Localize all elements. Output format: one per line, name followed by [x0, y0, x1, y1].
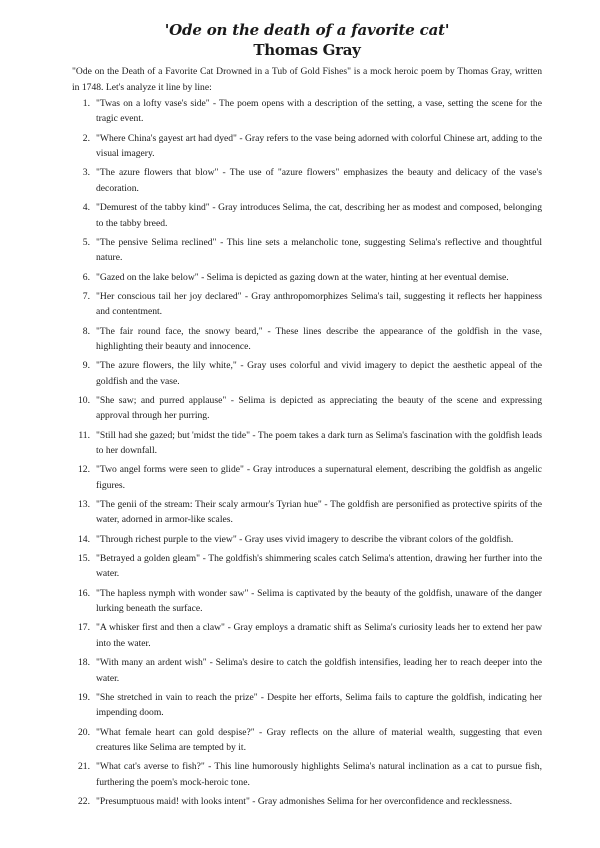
- intro-paragraph: "Ode on the Death of a Favorite Cat Drowned in a Tub of Gold Fishes" is a mock heroic poem by Thomas Gray, written in 1748. Let's analyze it line by line:: [72, 66, 542, 93]
- analysis-list: [72, 96, 542, 809]
- list-item: [72, 655, 542, 686]
- list-item: [72, 289, 542, 320]
- list-item-text: "Still had she gazed; but 'midst the tide" - The poem takes a dark turn as Selima's fascination with the goldfish leads to her downfall.: [96, 429, 542, 457]
- list-item: [72, 270, 542, 285]
- list-item: [72, 200, 542, 231]
- list-item-number: 13.: [78, 499, 90, 511]
- list-item-number: 5.: [82, 236, 90, 248]
- list-item-number: 3.: [82, 167, 90, 179]
- list-item: [72, 393, 542, 424]
- list-item: [72, 586, 542, 617]
- list-item-number: 16.: [78, 587, 90, 599]
- list-item-text: "Her conscious tail her joy declared" - Gray anthropomorphizes Selima's tail, suggesting it reflects her happiness and contentment.: [96, 290, 542, 318]
- list-item-number: 18.: [78, 657, 90, 669]
- list-item-number: 9.: [82, 360, 90, 372]
- list-item-number: 11.: [78, 429, 90, 441]
- list-item-number: 14.: [78, 533, 90, 545]
- list-item-number: 4.: [82, 202, 90, 214]
- list-item-text: "Twas on a lofty vase's side" - The poem opens with a description of the setting, a vase, setting the scene for the tragic event.: [96, 98, 542, 125]
- list-item-number: 22.: [78, 795, 90, 807]
- list-item: [72, 690, 542, 721]
- list-item-text: "A whisker first and then a claw" - Gray employs a dramatic shift as Selima's curiosity leads her to extend her paw into the water.: [96, 622, 542, 649]
- list-item-number: 8.: [82, 325, 90, 337]
- list-item: [72, 235, 542, 266]
- list-item-text: "The hapless nymph with wonder saw" - Selima is captivated by the beauty of the goldfish, unaware of the danger lurking beneath the surface.: [96, 587, 542, 615]
- list-item-text: "The azure flowers, the lily white," - Gray uses colorful and vivid imagery to depict the aesthetic appeal of the goldfish and the vase.: [96, 360, 542, 387]
- list-item-text: "Presumptuous maid! with looks intent" - Gray admonishes Selima for her overconfidence and recklessness.: [96, 795, 513, 807]
- list-item: [72, 462, 542, 493]
- list-item-number: 15.: [78, 553, 90, 565]
- list-item-text: "Two angel forms were seen to glide" - Gray introduces a supernatural element, describing the goldfish as angelic figures.: [96, 464, 542, 491]
- list-item: [72, 131, 542, 162]
- list-item-number: 21.: [78, 761, 90, 773]
- list-item-number: 20.: [78, 726, 90, 738]
- list-item-text: "What cat's averse to fish?" - This line humorously highlights Selima's natural inclination as a cat to pursue fish, furthering the poem's mock-heroic tone.: [96, 761, 542, 788]
- list-item-number: 1.: [82, 98, 90, 109]
- list-item: [72, 725, 542, 756]
- list-item: [72, 497, 542, 528]
- document-title: 'Ode on the death of a favorite cat': [164, 21, 450, 39]
- list-item-text: "She stretched in vain to reach the prize" - Despite her efforts, Selima fails to capture the goldfish, indicating her impending doom.: [96, 691, 542, 719]
- list-item-text: "What female heart can gold despise?" - Gray reflects on the allure of material wealth, suggesting that even creatures like Selima are tempted by it.: [96, 726, 542, 753]
- list-item: [72, 551, 542, 582]
- list-item: [72, 759, 542, 790]
- list-item-number: 7.: [82, 290, 90, 302]
- list-item-text: "Where China's gayest art had dyed" - Gray refers to the vase being adorned with colorful Chinese art, adding to the visual imagery.: [96, 132, 542, 160]
- document-author: Thomas Gray: [253, 41, 361, 59]
- list-item-number: 12.: [78, 464, 90, 476]
- list-item-number: 19.: [78, 691, 90, 703]
- list-item-text: "The azure flowers that blow" - The use of "azure flowers" emphasizes the beauty and delicacy of the vase's decoration.: [96, 167, 542, 194]
- list-item-text: "The pensive Selima reclined" - This line sets a melancholic tone, suggesting Selima's reflective and thoughtful nature.: [96, 236, 542, 264]
- list-item: [72, 794, 542, 809]
- list-item: [72, 620, 542, 651]
- list-item-number: 10.: [78, 394, 90, 406]
- list-item-text: "The genii of the stream: Their scaly armour's Tyrian hue" - The goldfish are personified as protective spirits of the water, adorned in armor-like scales.: [96, 499, 542, 526]
- list-item: [72, 428, 542, 459]
- list-item-text: "She saw; and purred applause" - Selima is depicted as appreciating the beauty of the scene and expressing approval through her purring.: [96, 394, 542, 422]
- list-item-text: "Through richest purple to the view" - Gray uses vivid imagery to describe the vibrant colors of the goldfish.: [96, 533, 514, 545]
- list-item-number: 6.: [82, 271, 90, 283]
- list-item-number: 2.: [82, 132, 90, 144]
- list-item-text: "Demurest of the tabby kind" - Gray introduces Selima, the cat, describing her as modest and composed, belonging to the tabby breed.: [96, 202, 542, 229]
- list-item: [72, 532, 542, 547]
- list-item-text: "With many an ardent wish" - Selima's desire to catch the goldfish intensifies, leading her to reach deeper into the water.: [96, 657, 542, 684]
- list-item-text: "Betrayed a golden gleam" - The goldfish's shimmering scales catch Selima's attention, drawing her further into the water.: [96, 553, 542, 580]
- list-item-number: 17.: [78, 622, 90, 634]
- list-item: [72, 324, 542, 355]
- list-item-text: "The fair round face, the snowy beard," - These lines describe the appearance of the goldfish in the vase, highlighting their beauty and innocence.: [96, 325, 542, 352]
- list-item: [72, 165, 542, 196]
- list-item-text: "Gazed on the lake below" - Selima is depicted as gazing down at the water, hinting at her eventual demise.: [96, 271, 509, 283]
- list-item: [72, 358, 542, 389]
- list-item: [72, 96, 542, 127]
